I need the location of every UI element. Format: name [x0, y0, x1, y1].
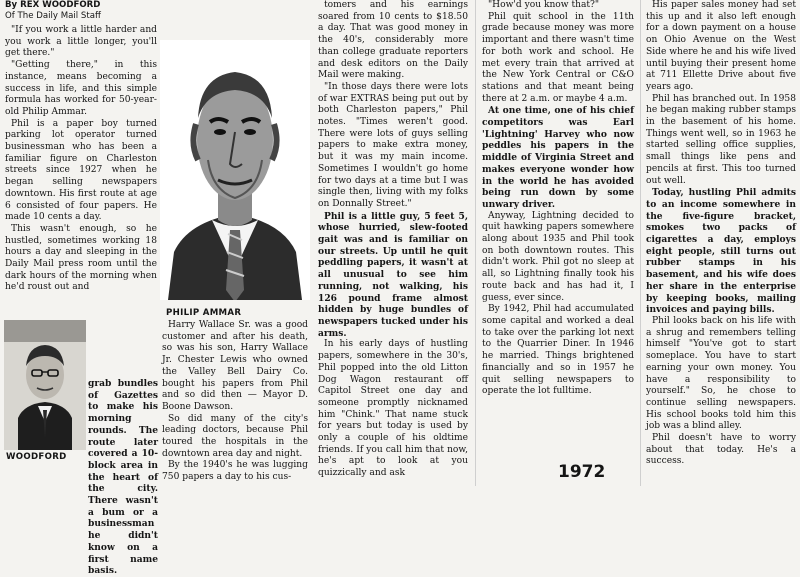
paragraph: Phil quit school in the 11th grade because money was more important and there wasn't time for both work and school. He met every train that arrived at the New York Central or C&O stations and that meant being there at 2 a.m. or maybe 4 a.m. [482, 11, 634, 104]
year-label: 1972 [558, 462, 606, 482]
paragraph: By the 1940's he was lugging 750 papers a day to his cus- [162, 460, 308, 483]
paragraph: Harry Wallace Sr. was a good customer and after his death, so was his son, Harry Wallace Jr. Chester Lewis who owned the Valley Bell Dairy Co. bought his papers from Phil and so did then — Mayor D. Boone Dawson. [162, 320, 308, 412]
paragraph: His paper sales money had set this up and it also left enough for a down payment on a house on Ohio Avenue on the West Side where he and his wife lived until buying their present home at 711 Ellette Drive about five years ago. [646, 0, 796, 92]
paragraph: "In those days there were lots of war EXTRAS being put out by both Charleston papers," Phil notes. "Times weren't good. There were lots of guys selling papers to make extra money, but it was my main income. Sometimes I wouldn't go home for two days at a time but I was single then, living with my folks on Donnally Street." [318, 81, 468, 209]
column-1 [5, 0, 157, 294]
author-portrait-icon [4, 320, 86, 450]
subject-portrait-icon [160, 40, 310, 300]
paragraph: "Getting there," in this instance, means becoming a success in life, and this simple formula has worked for 50-year-old Philip Ammar. [5, 60, 157, 117]
paragraph: So did many of the city's leading doctors, because Phil toured the hospitals in the downtown area day and night. [162, 413, 308, 459]
byline-staff: Of The Daily Mail Staff [5, 11, 101, 21]
paragraph: Anyway, Lightning decided to quit hawking papers somewhere along about 1935 and Phil took on both downtown routes. This didn't work. Phil got no sleep at all, so Lightning finally took his route back and has had it, I guess, ever since. [482, 210, 634, 303]
subject-photo [160, 40, 310, 300]
paragraph: "If you work a little harder and you work a little longer, you'll get there." [5, 25, 157, 59]
column-4 [482, 0, 634, 398]
byline-author: By REX WOODFORD [5, 0, 101, 10]
column-5 [646, 0, 796, 468]
column-divider [640, 0, 641, 486]
paragraph: "How'd you know that?" [488, 0, 600, 10]
author-photo-caption: WOODFORD [6, 452, 67, 462]
paragraph: Phil is a little guy, 5 feet 5, whose hurried, slew-footed gait was and is familiar on our streets. Up until he quit peddling papers, it wasn't at all unusual to see him running, not walking, his 126 pound frame almost hidden by huge bundles of newspapers tucked under his arms. [318, 210, 468, 339]
column-2-bottom [162, 320, 308, 484]
column-1-bottom [88, 378, 158, 577]
column-divider [475, 0, 476, 486]
paragraph: tomers and his earnings soared from 10 cents to $18.50 a day. That was good money in the 40's, considerably more than college graduate reporters and desk editors on the Daily Mail were making. [318, 0, 468, 81]
paragraph: Today, hustling Phil admits to an income somewhere in the five-figure bracket, smokes two packs of cigarettes a day, employs eight people, still turns out rubber stamps in his basement, and his wife does her share in the enterprise by keeping books, mailing invoices and paying bills. [646, 187, 796, 316]
paragraph: Phil doesn't have to worry about that today. He's a success. [646, 433, 796, 467]
paragraph: Phil has branched out. In 1958 he began making rubber stamps in the basement of his home. Things went well, so in 1963 he started selling office supplies, small things like pens and pencils at first. This too turned out well. [646, 93, 796, 186]
paragraph: In his early days of hustling papers, somewhere in the 30's, Phil popped into the old Litton Dog Wagon restaurant off Capitol Street one day and someone promptly nicknamed him "Chink." That name stuck for years but today is used by only a couple of his oldtime friends. If you call him that now, he's apt to look at you quizzically and ask [318, 339, 468, 479]
paragraph: At one time, one of his chief competitors was Earl 'Lightning' Harvey who now peddles his papers in the middle of Virginia Street and makes everyone wonder how in the world he has avoided being run down by some unwary driver. [482, 105, 634, 210]
paragraph: grab bundles of Gazettes to make his morning rounds. The route later covered a 10-block area in the heart of the city. There wasn't a bum or a businessman he didn't know on a first name basis. [88, 378, 158, 577]
subject-photo-caption: PHILIP AMMAR [166, 308, 242, 318]
author-photo [4, 320, 86, 450]
paragraph: Phil looks back on his life with a shrug and remembers telling himself "You've got to start someplace. You have to start earning your own money. You have a responsibility to yourself." So, he chose to continue selling newspapers. His school books told him this job was a blind alley. [646, 315, 796, 432]
paragraph: This wasn't enough, so he hustled, sometimes working 18 hours a day and sleeping in the Daily Mail press room until the dark hours of the morning when he'd roust out and [5, 223, 157, 293]
paragraph: By 1942, Phil had accumulated some capital and worked a deal to take over the parking lot next to the Quarrier Diner. In 1946 he married. Things brightened financially and so in 1957 he quit selling newspapers to operate the lot fulltime. [482, 304, 634, 397]
paragraph: Phil is a paper boy turned parking lot operator turned businessman who has been a familiar figure on Charleston streets since 1927 when he began selling newspapers downtown. His first route at age 6 consisted of four papers. He made 10 cents a day. [5, 118, 157, 223]
column-3 [318, 0, 468, 480]
